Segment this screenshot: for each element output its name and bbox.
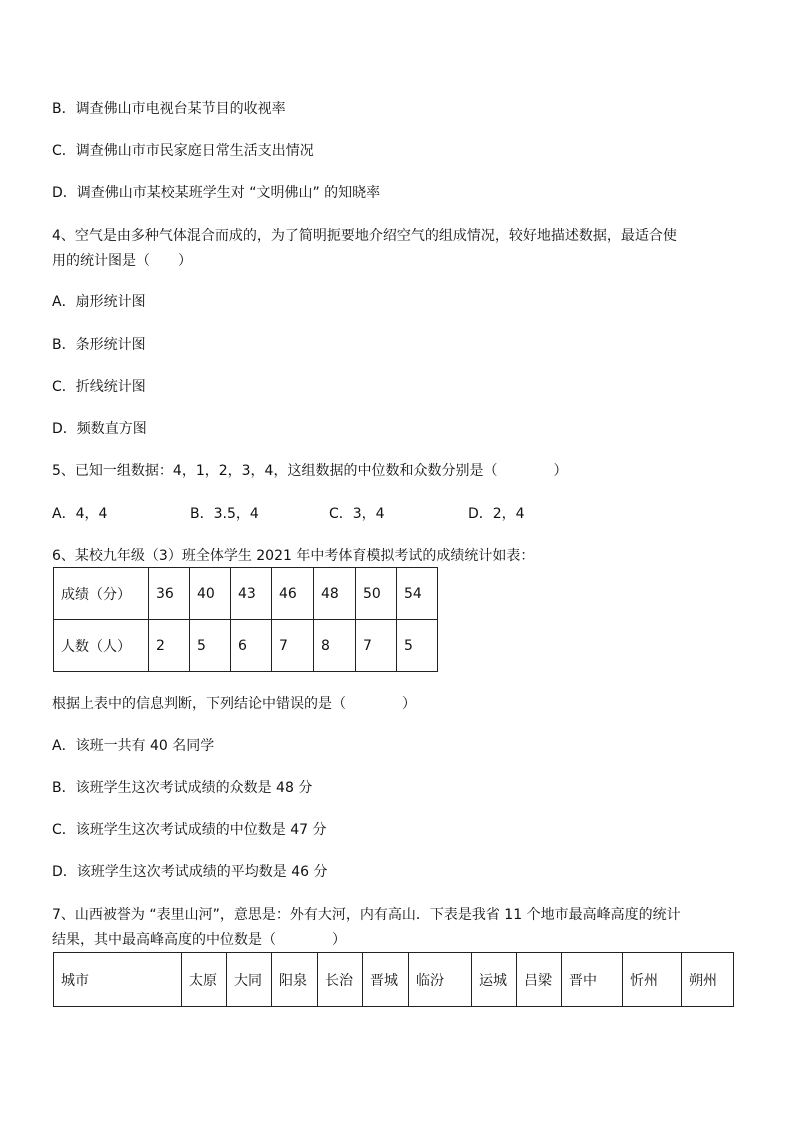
count-cell: 8 (314, 620, 356, 672)
city-cell: 太原 (182, 953, 227, 1007)
score-table (53, 567, 438, 672)
q5-option-a: A．4，4 (52, 506, 108, 522)
city-row (54, 953, 734, 1007)
q6-option-d: D．该班学生这次考试成绩的平均数是 46 分 (52, 864, 328, 880)
city-cell: 阳泉 (272, 953, 318, 1007)
score-cell: 54 (397, 568, 438, 620)
count-cell: 5 (397, 620, 438, 672)
q6-question: 根据上表中的信息判断，下列结论中错误的是（ ） (52, 696, 416, 712)
score-cell: 43 (231, 568, 272, 620)
score-cell: 40 (190, 568, 231, 620)
count-row-header: 人数（人） (54, 620, 149, 672)
q7-stem-line1: 7、山西被誉为 “表里山河”，意思是：外有大河，内有高山．下表是我省 11 个地市最高峰高度的统计 (52, 907, 681, 923)
q6-option-b: B．该班学生这次考试成绩的众数是 48 分 (52, 780, 313, 796)
city-cell: 临汾 (409, 953, 472, 1007)
city-cell: 运城 (472, 953, 517, 1007)
count-cell: 6 (231, 620, 272, 672)
count-cell: 7 (356, 620, 397, 672)
q4-option-a: A．扇形统计图 (52, 294, 146, 310)
count-row (54, 620, 438, 672)
q5-option-d: D．2，4 (468, 506, 525, 522)
q5-option-c: C．3，4 (329, 506, 385, 522)
city-cell: 大同 (227, 953, 272, 1007)
count-cell: 2 (149, 620, 190, 672)
q3-option-c: C．调查佛山市市民家庭日常生活支出情况 (52, 143, 314, 159)
q4-option-b: B．条形统计图 (52, 337, 146, 353)
q3-option-d: D．调查佛山市某校某班学生对 “文明佛山” 的知晓率 (52, 185, 381, 201)
city-cell: 长治 (318, 953, 363, 1007)
city-row-header: 城市 (54, 953, 182, 1007)
q4-option-d: D．频数直方图 (52, 421, 147, 437)
city-cell: 晋城 (363, 953, 409, 1007)
q4-stem-line1: 4、空气是由多种气体混合而成的，为了简明扼要地介绍空气的组成情况，较好地描述数据，最适合使 (52, 228, 677, 244)
q7-stem-line2: 结果，其中最高峰高度的中位数是（ ） (52, 932, 346, 948)
city-cell: 忻州 (623, 953, 682, 1007)
count-cell: 5 (190, 620, 231, 672)
q3-option-b: B．调查佛山市电视台某节目的收视率 (52, 101, 286, 117)
city-cell: 晋中 (562, 953, 623, 1007)
q6-option-a: A．该班一共有 40 名同学 (52, 738, 215, 754)
q5-option-b: B．3.5，4 (190, 506, 259, 522)
q6-option-c: C．该班学生这次考试成绩的中位数是 47 分 (52, 822, 327, 838)
score-cell: 50 (356, 568, 397, 620)
score-cell: 48 (314, 568, 356, 620)
q4-option-c: C．折线统计图 (52, 379, 146, 395)
score-cell: 46 (272, 568, 314, 620)
city-table (53, 952, 734, 1007)
score-row (54, 568, 438, 620)
q6-stem: 6、某校九年级（3）班全体学生 2021 年中考体育模拟考试的成绩统计如表： (52, 548, 535, 564)
city-cell: 吕梁 (517, 953, 562, 1007)
count-cell: 7 (272, 620, 314, 672)
score-row-header: 成绩（分） (54, 568, 149, 620)
city-cell: 朔州 (682, 953, 734, 1007)
q4-stem-line2: 用的统计图是（ ） (52, 253, 192, 269)
score-cell: 36 (149, 568, 190, 620)
q5-stem: 5、已知一组数据：4，1，2，3，4，这组数据的中位数和众数分别是（ ） (52, 463, 568, 479)
